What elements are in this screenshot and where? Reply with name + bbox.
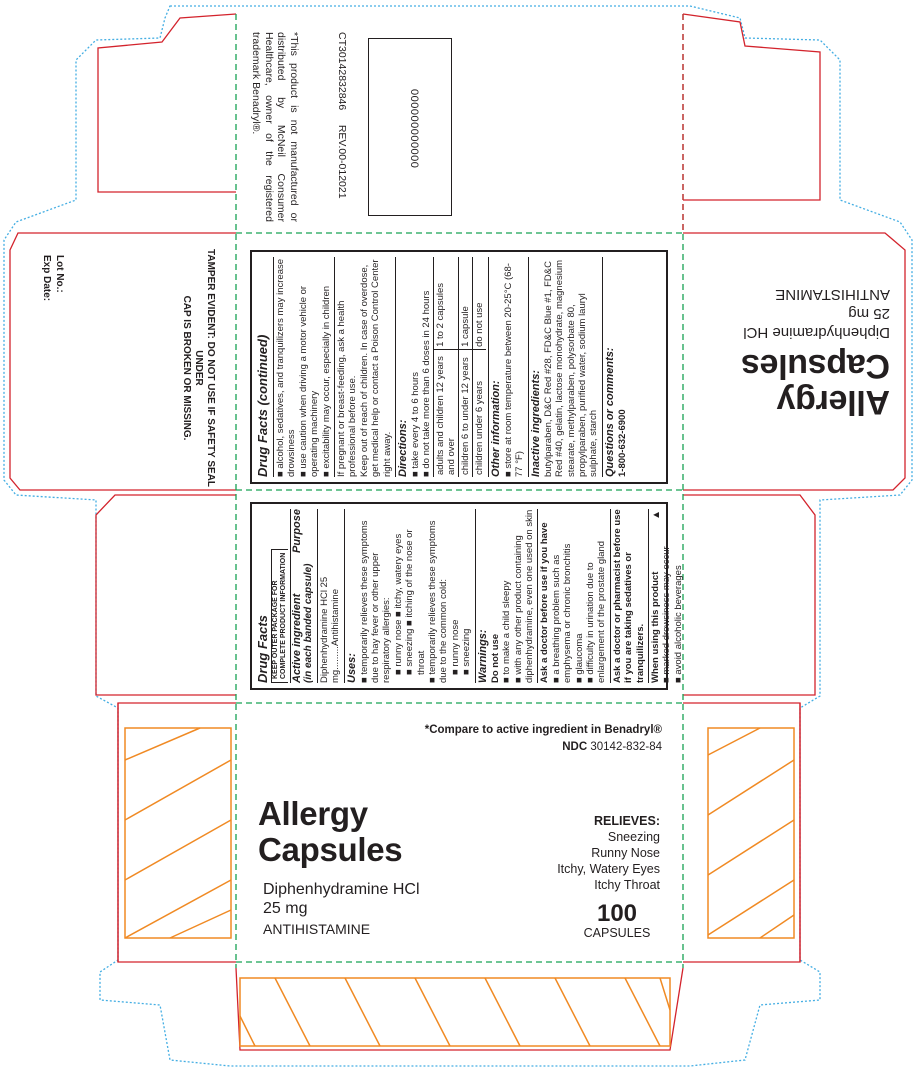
df1-warn-6: ■ difficulty in urination due to enlargement of the prostate gland bbox=[584, 540, 608, 683]
front-ingredient: Diphenhydramine HCl bbox=[263, 881, 420, 898]
continue-arrow-icon: ▲ bbox=[650, 510, 662, 520]
df1-uses-header: Uses: bbox=[344, 509, 359, 683]
left-glue-panel bbox=[125, 728, 231, 938]
disclaimer-text: *This product is not manufactured or distributed by McNeil Consumer Healthcare, owner of the registered trademark Benadryl®. bbox=[250, 32, 300, 222]
df1-active-line: Diphenhydramine HCl 25 mg.........Antihistamine bbox=[317, 509, 342, 683]
tamper-line-2: CAP IS BROKEN OR MISSING. bbox=[181, 295, 192, 441]
df2-title: Drug Facts (continued) bbox=[255, 334, 270, 477]
df1-warn-10: ■ avoid alcoholic beverages bbox=[672, 565, 684, 683]
dose-group: children under 6 years bbox=[472, 349, 486, 477]
df2-pregnant: If pregnant or breast-feeding, ask a health professional before use. bbox=[334, 257, 359, 477]
table-row bbox=[472, 257, 486, 477]
df2-direction-0: ■ take every 4 to 6 hours bbox=[410, 371, 422, 477]
df1-use-1: ■ runny nose ■ itchy, watery eyes bbox=[392, 533, 404, 675]
df1-active-block bbox=[290, 509, 342, 683]
back-title-line-1: Allergy bbox=[776, 383, 890, 421]
df1-tab-line-1: KEEP OUTER PACKAGE FOR bbox=[272, 580, 279, 679]
df2-other: ■ store at room temperature between 20-25°C (68-77 °F) bbox=[502, 263, 526, 477]
drug-facts-main bbox=[250, 502, 684, 690]
dose-amount: 1 to 2 capsules bbox=[433, 257, 458, 349]
dose-group: adults and children 12 years and over bbox=[433, 349, 458, 477]
lot-label: Lot No.: bbox=[54, 255, 65, 293]
back-ingredient: Diphenhydramine HCl bbox=[743, 324, 890, 341]
dose-amount: 1 capsule bbox=[458, 257, 472, 349]
df1-uses-col bbox=[342, 509, 473, 683]
capsule-count: 100 bbox=[596, 900, 638, 927]
table-row bbox=[433, 257, 458, 477]
tamper-line-1: TAMPER EVIDENT: DO NOT USE IF SAFETY SEAL UNDER bbox=[193, 249, 216, 487]
dose-table bbox=[433, 257, 486, 477]
df1-warn-0: Do not use bbox=[489, 633, 501, 683]
relieves-item-0: Sneezing bbox=[607, 830, 660, 844]
relieves-header: RELIEVES: bbox=[594, 814, 660, 828]
df2-questions-header: Questions or comments: bbox=[602, 257, 617, 477]
df1-active-header: Active ingredient bbox=[291, 593, 303, 683]
tamper-warning bbox=[180, 248, 216, 488]
df2-inactive-header: Inactive ingredients: bbox=[528, 257, 543, 477]
df1-use-5: ■ sneezing bbox=[461, 628, 473, 675]
product-codes: CT30142832846 REV.00-012021 bbox=[336, 32, 348, 199]
df2-keep-out: Keep out of reach of children. In case of overdose, get medical help or contact a Poison Control Center right away. bbox=[358, 259, 393, 477]
df1-columns bbox=[342, 509, 473, 683]
df2-inactive: butylparaben, D&C Red #28, FD&C Blue #1, FD&C Red #40, gelatin, lactose monohydrate, magnesium stearate, methylparaben, polysorbate 80, propylparaben, purified water, sodium lauryl sulphate, starch bbox=[542, 259, 600, 477]
df1-use-0: ■ temporarily relieves these symptoms due to hay fever or other upper respiratory allergies: bbox=[358, 520, 393, 683]
df1-warn-2: ■ with any other product containing diphenhydramine, even one used on skin bbox=[512, 509, 535, 683]
df1-title: Drug Facts bbox=[255, 615, 270, 683]
df2-cont-1: ■ use caution when driving a motor vehicle or operating machinery bbox=[297, 285, 321, 477]
back-strength: 25 mg bbox=[848, 305, 890, 322]
front-class: ANTIHISTAMINE bbox=[263, 921, 371, 937]
df1-tab bbox=[271, 549, 288, 683]
disclaimer-block bbox=[250, 32, 300, 222]
df1-header-row bbox=[255, 509, 288, 683]
front-title-line-2: Capsules bbox=[258, 831, 403, 868]
df1-active-sub: (in each banded capsule) bbox=[303, 563, 315, 683]
front-title-line-1: Allergy bbox=[258, 795, 368, 832]
back-title-line-2: Capsules bbox=[741, 347, 890, 385]
df2-phone: 1-800-632-6900 bbox=[616, 409, 628, 477]
df2-direction-1: ■ do not take more than 6 doses in 24 hours bbox=[421, 290, 433, 477]
barcode-box bbox=[368, 38, 452, 216]
drug-facts-continued bbox=[250, 250, 668, 484]
back-class: ANTIHISTAMINE bbox=[775, 286, 890, 303]
df1-use-4: ■ runny nose bbox=[449, 619, 461, 675]
df2-cont-list bbox=[273, 257, 332, 477]
relieves-item-1: Runny Nose bbox=[591, 846, 660, 860]
df1-use-2: ■ sneezing ■ itching of the nose or throat bbox=[404, 529, 427, 675]
right-glue-panel bbox=[708, 728, 794, 938]
table-row bbox=[458, 257, 472, 477]
df2-other-header: Other information: bbox=[488, 257, 503, 477]
df2-cont-0: ■ alcohol, sedatives, and tranquilizers may increase drowsiness bbox=[275, 258, 298, 477]
relieves-block bbox=[520, 813, 660, 893]
df1-purpose-header: Purpose bbox=[291, 509, 303, 554]
df1-warn-4: ■ a breathing problem such as emphysema or chronic bronchitis bbox=[550, 543, 574, 683]
front-title-block bbox=[258, 796, 458, 868]
back-panel-branding bbox=[690, 270, 890, 420]
lot-exp-block bbox=[40, 255, 66, 375]
df1-warn-5: ■ glaucoma bbox=[573, 633, 585, 683]
df1-warn-3: Ask a doctor before use if you have bbox=[537, 509, 550, 683]
df2-cont-2: ■ excitability may occur, especially in children bbox=[320, 285, 332, 477]
ndc-line bbox=[462, 741, 662, 753]
df1-warn-9: ■ marked drowsiness may occur bbox=[661, 546, 673, 683]
df1-warn-1: ■ to make a child sleepy bbox=[501, 580, 513, 683]
relieves-item-2: Itchy, Watery Eyes bbox=[557, 862, 660, 876]
front-subtitle-block bbox=[263, 880, 483, 939]
ndc-number: 30142-832-84 bbox=[590, 741, 662, 753]
ndc-label: NDC bbox=[562, 741, 588, 753]
df1-use-3: ■ temporarily relieves these symptoms due to the common cold: bbox=[427, 520, 450, 683]
df2-directions-header: Directions: bbox=[395, 257, 410, 477]
df1-tab-line-2: COMPLETE PRODUCT INFORMATION bbox=[280, 552, 287, 679]
df1-warn-8: When using this product bbox=[648, 509, 661, 683]
capsule-unit: CAPSULES bbox=[583, 926, 651, 940]
front-strength: 25 mg bbox=[263, 900, 308, 917]
exp-label: Exp Date: bbox=[41, 255, 52, 302]
barcode-number: 000000000000 bbox=[408, 89, 420, 169]
dose-group: children 6 to under 12 years bbox=[458, 349, 472, 477]
dose-amount: do not use bbox=[472, 257, 486, 349]
relieves-item-3: Itchy Throat bbox=[594, 878, 660, 892]
df1-warn-7: Ask a doctor or pharmacist before use if you are taking sedatives or tranquilizers. bbox=[611, 509, 646, 683]
df1-warnings-header: Warnings: bbox=[475, 509, 490, 683]
compare-text: *Compare to active ingredient in Benadryl® bbox=[424, 724, 662, 736]
count-block bbox=[572, 902, 662, 941]
